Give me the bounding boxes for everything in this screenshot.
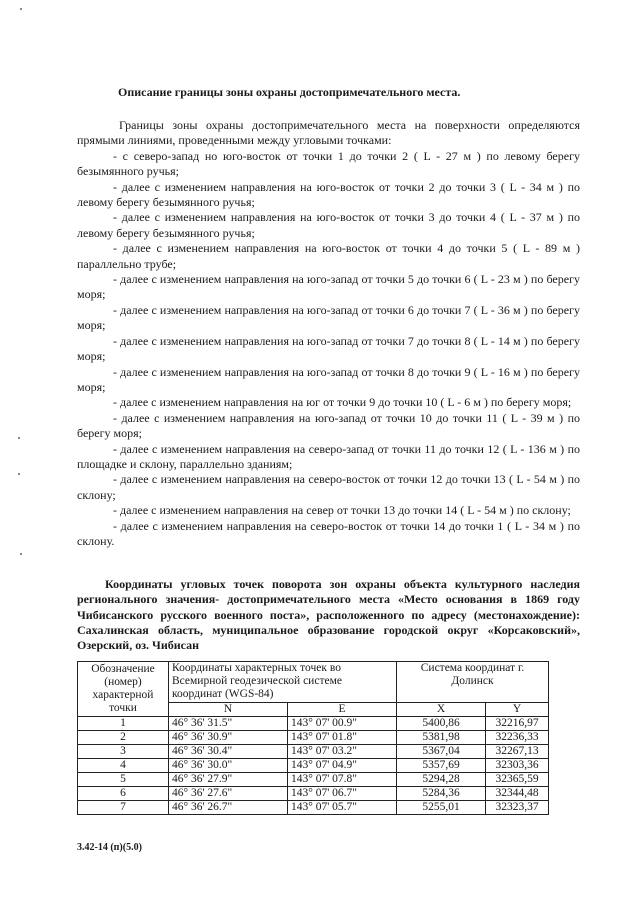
boundary-item: - далее с изменением направления на северо-восток от точки 14 до точки 1 ( L - 34 м ) по склону. <box>77 518 580 548</box>
table-row <box>78 801 549 815</box>
cell-e: 143° 07' 03.2" <box>288 745 397 759</box>
header-local-system: Система координат г. Долинск <box>397 662 549 703</box>
cell-e: 143° 07' 00.9" <box>288 717 397 731</box>
section-heading: Описание границы зоны охраны достопримечательного места. <box>118 85 461 99</box>
coordinates-table-body <box>78 717 549 815</box>
scan-speck <box>20 8 22 10</box>
cell-e: 143° 07' 07.8" <box>288 773 397 787</box>
cell-e: 143° 07' 06.7" <box>288 787 397 801</box>
cell-y: 32365,59 <box>486 773 549 787</box>
header-wgs84: Координаты характерных точек во Всемирной геодезической системе координат (WGS-84) <box>169 662 397 703</box>
cell-x: 5255,01 <box>397 801 486 815</box>
cell-x: 5367,04 <box>397 745 486 759</box>
coordinates-title <box>77 577 580 653</box>
boundary-item: - далее с изменением направления на юго-восток от точки 4 до точки 5 ( L - 89 м ) параллельно трубе; <box>77 241 580 271</box>
boundary-item: - далее с изменением направления на юго-запад от точки 7 до точки 8 ( L - 14 м ) по берегу моря; <box>77 333 580 364</box>
header-e: E <box>288 703 397 717</box>
cell-e: 143° 07' 04.9" <box>288 759 397 773</box>
header-x: X <box>397 703 486 717</box>
cell-point-id: 7 <box>78 801 169 815</box>
cell-y: 32267,13 <box>486 745 549 759</box>
table-row <box>78 773 549 787</box>
cell-x: 5284,36 <box>397 787 486 801</box>
scan-speck <box>20 553 22 555</box>
cell-n: 46° 36' 30.9" <box>169 731 288 745</box>
scan-speck <box>18 473 20 475</box>
boundary-item: - далее с изменением направления на юго-восток от точки 3 до точки 4 ( L - 37 м ) по левому берегу безымянного ручья; <box>77 210 580 240</box>
cell-point-id: 5 <box>78 773 169 787</box>
header-designation: Обозначение (номер) характерной точки <box>78 662 169 717</box>
intro-paragraph: Границы зоны охраны достопримечательного места на поверхности определяются прямыми линиями, проведенными между угловыми точками: <box>77 118 580 148</box>
header-n: N <box>169 703 288 717</box>
document-code: 3.42-14 (п)(5.0) <box>77 842 142 853</box>
table-row <box>78 759 549 773</box>
boundary-items-list <box>77 149 580 550</box>
cell-n: 46° 36' 26.7" <box>169 801 288 815</box>
boundary-item: - далее с изменением направления на юго-восток от точки 2 до точки 3 ( L - 34 м ) по левому берегу безымянного ручья; <box>77 179 580 210</box>
cell-point-id: 4 <box>78 759 169 773</box>
boundary-item: - далее с изменением направления на юго-запад от точки 6 до точки 7 ( L - 36 м ) по берегу моря; <box>77 302 580 333</box>
table-row <box>78 717 549 731</box>
boundary-item: - с северо-запад но юго-восток от точки 1 до точки 2 ( L - 27 м ) по левому берегу безымянного ручья; <box>77 148 580 179</box>
cell-y: 32344,48 <box>486 787 549 801</box>
boundary-item: - далее с изменением направления на северо-запад от точки 11 до точки 12 ( L - 136 м ) по площадке и склону, параллельно зданиям; <box>77 441 580 471</box>
cell-e: 143° 07' 05.7" <box>288 801 397 815</box>
boundary-item: - далее с изменением направления на юг от точки 9 до точки 10 ( L - 6 м ) по берегу моря; <box>113 395 572 410</box>
cell-point-id: 1 <box>78 717 169 731</box>
cell-x: 5400,86 <box>397 717 486 731</box>
cell-point-id: 3 <box>78 745 169 759</box>
boundary-item: - далее с изменением направления на северо-восток от точки 12 до точки 13 ( L - 54 м ) по склону; <box>77 472 580 502</box>
boundary-item: - далее с изменением направления на юго-запад от точки 10 до точки 11 ( L - 39 м ) по берегу моря; <box>77 410 580 441</box>
cell-x: 5357,69 <box>397 759 486 773</box>
coordinates-table <box>77 661 549 815</box>
cell-n: 46° 36' 30.4" <box>169 745 288 759</box>
cell-point-id: 2 <box>78 731 169 745</box>
cell-e: 143° 07' 01.8" <box>288 731 397 745</box>
cell-n: 46° 36' 27.9" <box>169 773 288 787</box>
cell-point-id: 6 <box>78 787 169 801</box>
table-row <box>78 731 549 745</box>
cell-n: 46° 36' 30.0" <box>169 759 288 773</box>
cell-x: 5381,98 <box>397 731 486 745</box>
coordinates-title-text: Координаты угловых точек поворота зон охраны объекта культурного наследия регионального значения- достопримечательного места «Место основания в 1869 году Чибисанского русского военного поста», расположенного по адресу (местонахождение): Сахалинская область, муниципальное образование городской округ «Корсаковский», Озерский, оз. Чибисан <box>77 577 580 653</box>
header-y: Y <box>486 703 549 717</box>
boundary-item: - далее с изменением направления на юго-запад от точки 5 до точки 6 ( L - 23 м ) по берегу моря; <box>77 272 580 302</box>
cell-y: 32323,37 <box>486 801 549 815</box>
scan-speck <box>18 437 20 439</box>
boundary-description <box>77 118 580 549</box>
cell-n: 46° 36' 31.5" <box>169 717 288 731</box>
cell-y: 32236,33 <box>486 731 549 745</box>
cell-x: 5294,28 <box>397 773 486 787</box>
cell-y: 32303,36 <box>486 759 549 773</box>
boundary-item: - далее с изменением направления на север от точки 13 до точки 14 ( L - 54 м ) по склону; <box>113 503 571 518</box>
cell-n: 46° 36' 27.6" <box>169 787 288 801</box>
cell-y: 32216,97 <box>486 717 549 731</box>
table-row <box>78 745 549 759</box>
boundary-item: - далее с изменением направления на юго-запад от точки 8 до точки 9 ( L - 16 м ) по берегу моря; <box>77 364 580 394</box>
table-row <box>78 787 549 801</box>
